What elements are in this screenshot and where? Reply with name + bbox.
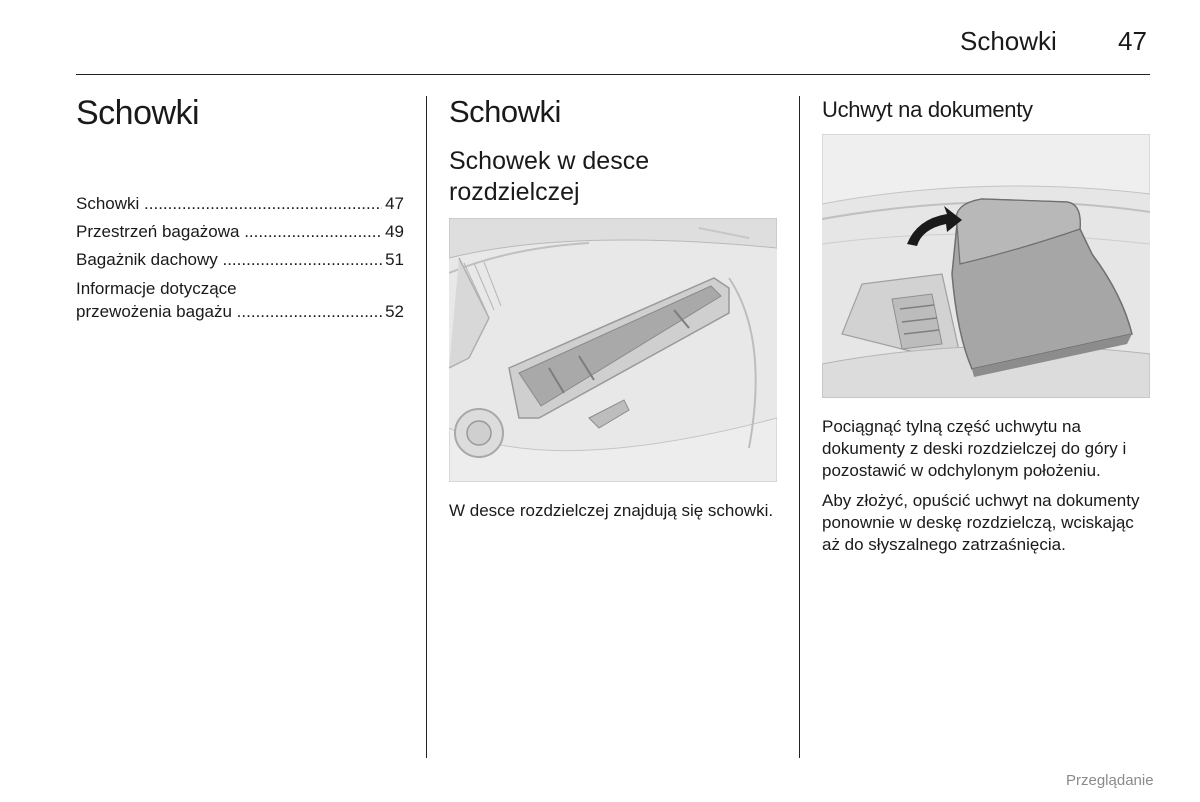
document-holder-illustration [822,134,1150,398]
toc-entry-label-line1: Informacje dotyczące [76,279,237,298]
section-title: Schowki [449,94,561,129]
column-divider-2 [799,96,800,758]
toc-entry-page: 49 [385,222,404,241]
toc-entry-label: Bagażnik dachowy ..... [76,246,382,274]
header-divider [76,74,1150,75]
document-holder-paragraph: Pociągnąć tylną część uchwytu na dokumenty z deski rozdzielczej do góry i pozostawić w odchylonym położeniu. [822,417,1127,480]
document-holder-paragraph: Aby złożyć, opuścić uchwyt na dokumenty ponownie w deskę rozdzielczą, wciskając aż do słyszalnego zatrzaśnięcia. [822,491,1140,554]
header-section-title: Schowki [960,26,1057,56]
footer-browse-label[interactable]: Przeglądanie [1066,772,1154,789]
toc-entry-page: 51 [385,250,404,269]
toc-entry[interactable] [76,277,404,323]
glovebox-illustration [449,218,777,482]
toc-entry-label-line2: przewożenia bagażu ..... [76,300,382,323]
toc-entry[interactable] [76,246,404,274]
toc-entry-page: 52 [385,302,404,321]
toc-entry[interactable] [76,190,404,218]
toc-entry-label: Schowki ..... [76,190,382,218]
document-holder-title: Uchwyt na dokumenty [822,97,1033,122]
column-divider-1 [426,96,427,758]
toc-entry-label: Przestrzeń bagażowa ..... [76,218,382,246]
table-of-contents [76,190,404,323]
toc-entry[interactable] [76,218,404,246]
section-body: W desce rozdzielczej znajdują się schowki. [449,501,774,520]
document-holder-body [822,416,1150,564]
header-page-number: 47 [1118,26,1147,56]
toc-title: Schowki [76,94,200,132]
toc-entry-page: 47 [385,194,404,213]
section-subtitle: Schowek w desce rozdzielczej [449,147,650,206]
